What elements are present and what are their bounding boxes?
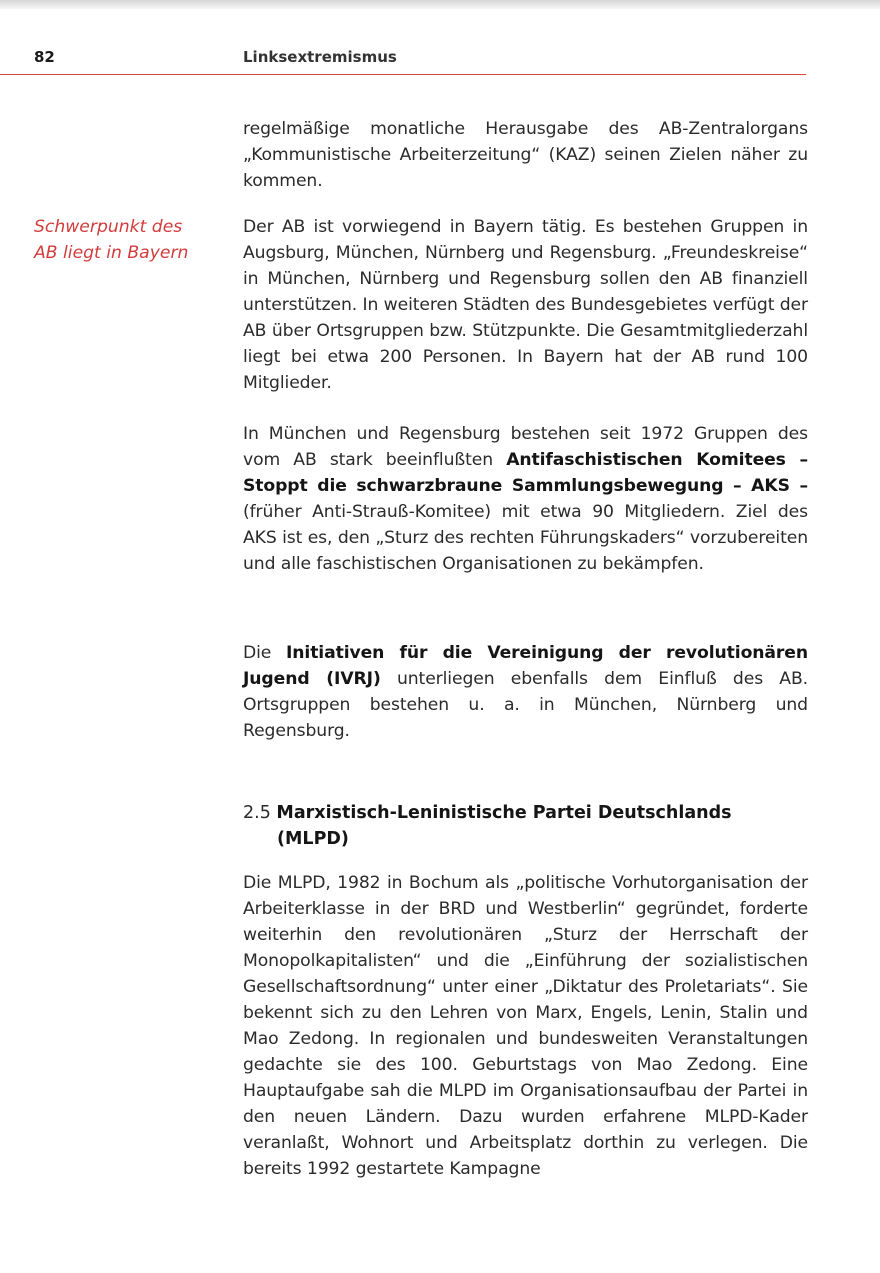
paragraph-ivrj-rest: unterliegen ebenfalls dem Einfluß des AB. Ortsgruppen bestehen u. a. in München, Nürnberg und Regensburg. [243, 669, 808, 741]
section-heading [243, 800, 808, 852]
page-number: 82 [34, 48, 55, 66]
section-title-line1: Marxistisch-Leninistische Partei Deutschlands [276, 803, 732, 823]
aks-organisation-name: Antifaschistischen Komitees – Stoppt die schwarzbraune Sammlungsbewegung – AKS – [243, 450, 808, 496]
paragraph-kaz: regelmäßige monatliche Herausgabe des AB-Zentralorgans „Kommunistische Arbeiterzeitung“ (KAZ) seinen Zielen näher zu kommen. [243, 119, 808, 191]
paragraph-aks-intro: In München und Regensburg bestehen seit 1972 Gruppen des vom AB stark beeinflußten [243, 424, 808, 470]
paragraph-aks-rest: (früher Anti-Strauß-Komitee) mit etwa 90 Mitgliedern. Ziel des AKS ist es, den „Sturz des rechten Führungskaders“ vorzubereiten und alle faschistischen Organisationen zu bekämpfen. [243, 502, 808, 574]
header-rule [0, 74, 806, 75]
margin-note [34, 214, 224, 266]
section-title-line2: (MLPD) [277, 829, 349, 849]
paragraph-ivrj [243, 640, 808, 744]
paragraph-mlpd: Die MLPD, 1982 in Bochum als „politische Vorhutorganisation der Arbeiterklasse in der BRD und Westberlin“ gegründet, forderte weiterhin den revolutionären „Sturz der Herrschaft der Monopolkapitalisten“ und die „Einführung der sozialistischen Gesellschaftsordnung“ unter einer „Diktatur des Proletariats“. Sie bekennt sich zu den Lehren von Marx, Engels, Lenin, Stalin und Mao Zedong. In regionalen und bundesweiten Veranstaltungen gedachte sie des 100. Geburtstags von Mao Zedong. Eine Hauptaufgabe sah die MLPD im Organisationsaufbau der Partei in den neuen Ländern. Dazu wurden erfahrene MLPD-Kader veranlaßt, Wohnort und Arbeitsplatz dorthin zu verlegen. Die bereits 1992 gestartete Kampagne [243, 873, 808, 1179]
section-number: 2.5 [243, 803, 271, 823]
paragraph-aks [243, 421, 808, 577]
scan-edge-shadow [0, 0, 880, 9]
margin-note-line1: Schwerpunkt des [34, 217, 183, 237]
paragraph-ivrj-intro: Die [243, 643, 286, 663]
running-title: Linksextremismus [243, 48, 397, 66]
ivrj-organisation-name: Initiativen für die Vereinigung der revolutionären Jugend (IVRJ) [243, 643, 808, 689]
margin-note-line2: AB liegt in Bayern [34, 243, 189, 263]
paragraph-ab-bayern: Der AB ist vorwiegend in Bayern tätig. Es bestehen Gruppen in Augsburg, München, Nürnberg und Regensburg. „Freundeskreise“ in München, Nürnberg und Regensburg sollen den AB finanziell unterstützen. In weiteren Städten des Bundesgebietes verfügt der AB über Ortsgruppen bzw. Stützpunkte. Die Gesamtmitgliederzahl liegt bei etwa 200 Personen. In Bayern hat der AB rund 100 Mitglieder. [243, 217, 808, 393]
